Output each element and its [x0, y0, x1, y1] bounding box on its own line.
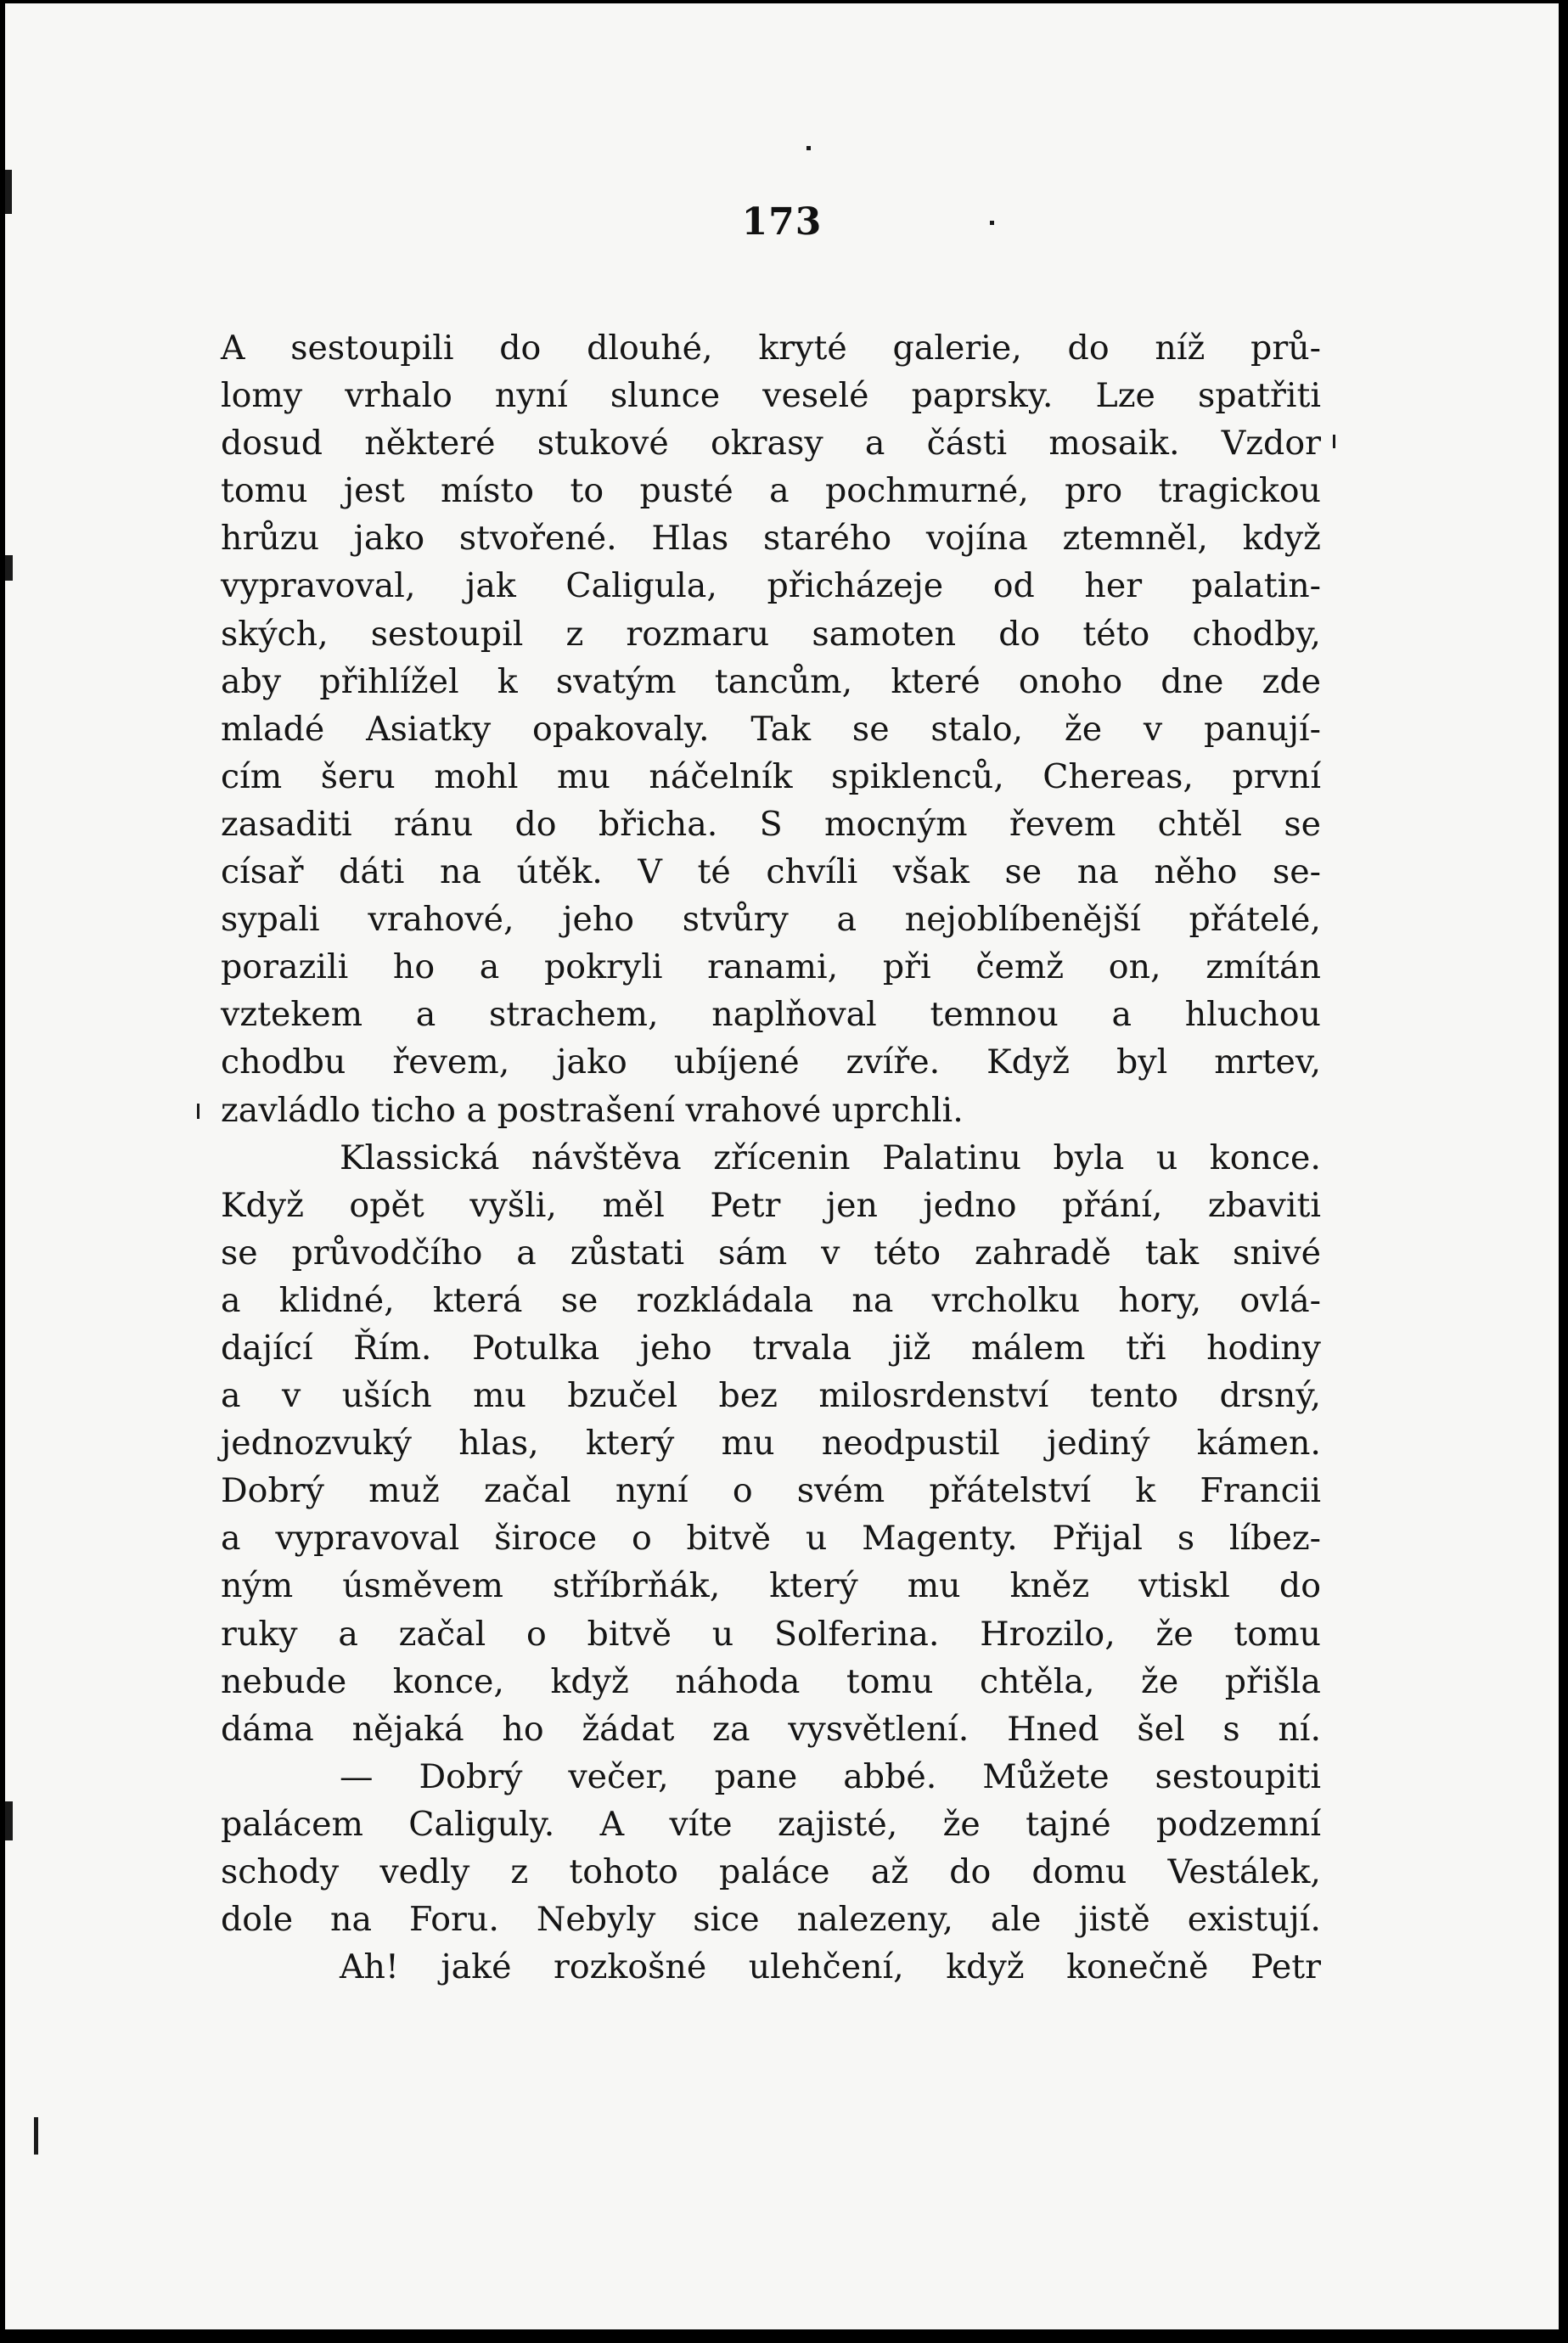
text-line: A sestoupili do dlouhé, kryté galerie, do níž prů- [221, 329, 1321, 368]
text-line: lomy vrhalo nyní slunce veselé paprsky. Lze spatřiti [221, 376, 1321, 416]
page-number: 173 [741, 200, 823, 244]
text-line: císař dáti na útěk. V té chvíli však se na něho se- [221, 852, 1321, 892]
book-page [5, 3, 1559, 2329]
text-line: dající Řím. Potulka jeho trvala již málem tři hodiny [221, 1328, 1321, 1368]
text-line: mladé Asiatky opakovaly. Tak se stalo, že v panují- [221, 709, 1321, 749]
scan-speck [806, 146, 811, 150]
text-line: Klassická návštěva zřícenin Palatinu byla u konce. [340, 1138, 1321, 1177]
scan-speck [5, 1801, 13, 1840]
text-line: — Dobrý večer, pane abbé. Můžete sestoupiti [340, 1756, 1321, 1796]
text-line: aby přihlížel k svatým tancům, které onoho dne zde [221, 661, 1321, 701]
text-line: hrůzu jako stvořené. Hlas starého vojína ztemněl, když [221, 519, 1321, 559]
text-line: tomu jest místo to pusté a pochmurné, pro tragickou [221, 471, 1321, 511]
text-line: vypravoval, jak Caligula, přicházeje od her palatin- [221, 566, 1321, 606]
text-line: a vypravoval široce o bitvě u Magenty. Přijal s líbez- [221, 1519, 1321, 1559]
text-line: porazili ho a pokryli ranami, při čemž on, zmítán [221, 947, 1321, 987]
text-line: schody vedly z tohoto paláce až do domu Vestálek, [221, 1852, 1321, 1891]
text-line: ských, sestoupil z rozmaru samoten do této chodby, [221, 614, 1321, 654]
scan-speck [1333, 435, 1335, 448]
scan-speck [5, 170, 12, 214]
text-line: palácem Caliguly. A víte zajisté, že tajné podzemní [221, 1804, 1321, 1844]
text-line: ným úsměvem stříbrňák, který mu kněz vtiskl do [221, 1566, 1321, 1606]
text-line: zasaditi ránu do břicha. S mocným řevem chtěl se [221, 804, 1321, 844]
text-line: Ah! jaké rozkošné ulehčení, když konečně Petr [340, 1947, 1321, 1987]
text-line: se průvodčího a zůstati sám v této zahradě tak snivé [221, 1233, 1321, 1273]
text-line: dáma nějaká ho žádat za vysvětlení. Hned šel s ní. [221, 1709, 1321, 1749]
body-text [221, 324, 1321, 1991]
text-line: Když opět vyšli, měl Petr jen jedno přání, zbaviti [221, 1185, 1321, 1225]
text-line: dole na Foru. Nebyly sice nalezeny, ale jistě existují. [221, 1900, 1321, 1940]
text-line: vztekem a strachem, naplňoval temnou a hluchou [221, 995, 1321, 1035]
text-line: zavládlo ticho a postrašení vrahové uprchli. [221, 1090, 964, 1130]
scan-speck [34, 2117, 38, 2155]
scan-speck [5, 555, 13, 581]
text-line: chodbu řevem, jako ubíjené zvíře. Když byl mrtev, [221, 1042, 1321, 1082]
text-line: cím šeru mohl mu náčelník spiklenců, Chereas, první [221, 756, 1321, 796]
text-line: nebude konce, když náhoda tomu chtěla, že přišla [221, 1661, 1321, 1701]
text-line: Dobrý muž začal nyní o svém přátelství k Francii [221, 1471, 1321, 1511]
text-line: jednozvuký hlas, který mu neodpustil jediný kámen. [221, 1424, 1321, 1464]
scan-speck [197, 1104, 200, 1119]
text-line: a klidné, která se rozkládala na vrcholku hory, ovlá- [221, 1280, 1321, 1320]
text-line: ruky a začal o bitvě u Solferina. Hrozilo, že tomu [221, 1614, 1321, 1654]
text-line: dosud některé stukové okrasy a části mosaik. Vzdor [221, 424, 1321, 464]
text-line: a v uších mu bzučel bez milosrdenství tento drsný, [221, 1376, 1321, 1416]
text-line: sypali vrahové, jeho stvůry a nejoblíbenější přátelé, [221, 900, 1321, 940]
scan-speck [990, 221, 994, 225]
